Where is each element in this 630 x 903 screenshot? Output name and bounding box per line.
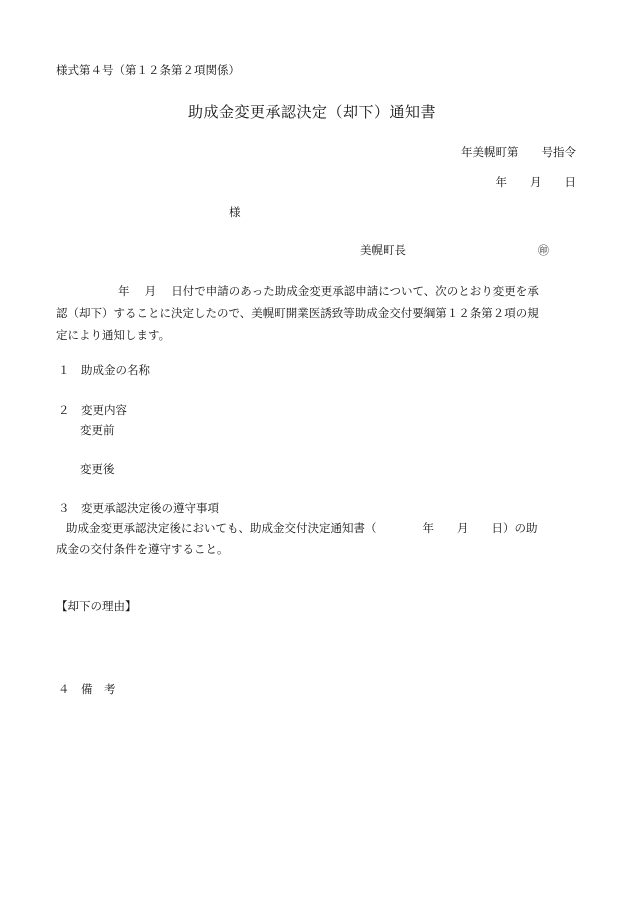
issuer-name: 美幌町長 (360, 243, 406, 257)
section-3-heading: ３ 変更承認決定後の遵守事項 (58, 501, 219, 515)
intro-line-3: 定により通知します。 (56, 328, 171, 342)
intro-line-2: 認（却下）することに決定したので、美幌町開業医誘致等助成金交付要綱第１２条第２項の規 (56, 306, 539, 320)
document-number: 年美幌町第 号指令 (461, 145, 576, 159)
section-3-line-2: 成金の交付条件を遵守すること。 (56, 542, 229, 556)
section-2-heading: ２ 変更内容 (58, 403, 127, 417)
issue-date: 年 月 日 (495, 175, 576, 189)
page-title: 助成金変更承認決定（却下）通知書 (188, 103, 437, 121)
intro-line-1: 年 月 日付で申請のあった助成金変更承認申請について、次のとおり変更を承 (118, 284, 539, 298)
seal-mark: ㊞ (538, 244, 549, 257)
form-number: 様式第４号（第１２条第２項関係） (56, 63, 240, 77)
section-3-line-1: 助成金変更承認決定後においても、助成金交付決定通知書（ 年 月 日）の助 (66, 521, 538, 535)
change-after-label: 変更後 (80, 462, 115, 476)
section-4-heading: ４ 備 考 (58, 682, 116, 696)
section-1-heading: １ 助成金の名称 (58, 363, 150, 377)
recipient-honorific: 様 (229, 205, 241, 219)
rejection-reason-heading: 【却下の理由】 (56, 599, 137, 613)
intro-paragraph (56, 280, 578, 346)
change-before-label: 変更前 (80, 423, 115, 437)
